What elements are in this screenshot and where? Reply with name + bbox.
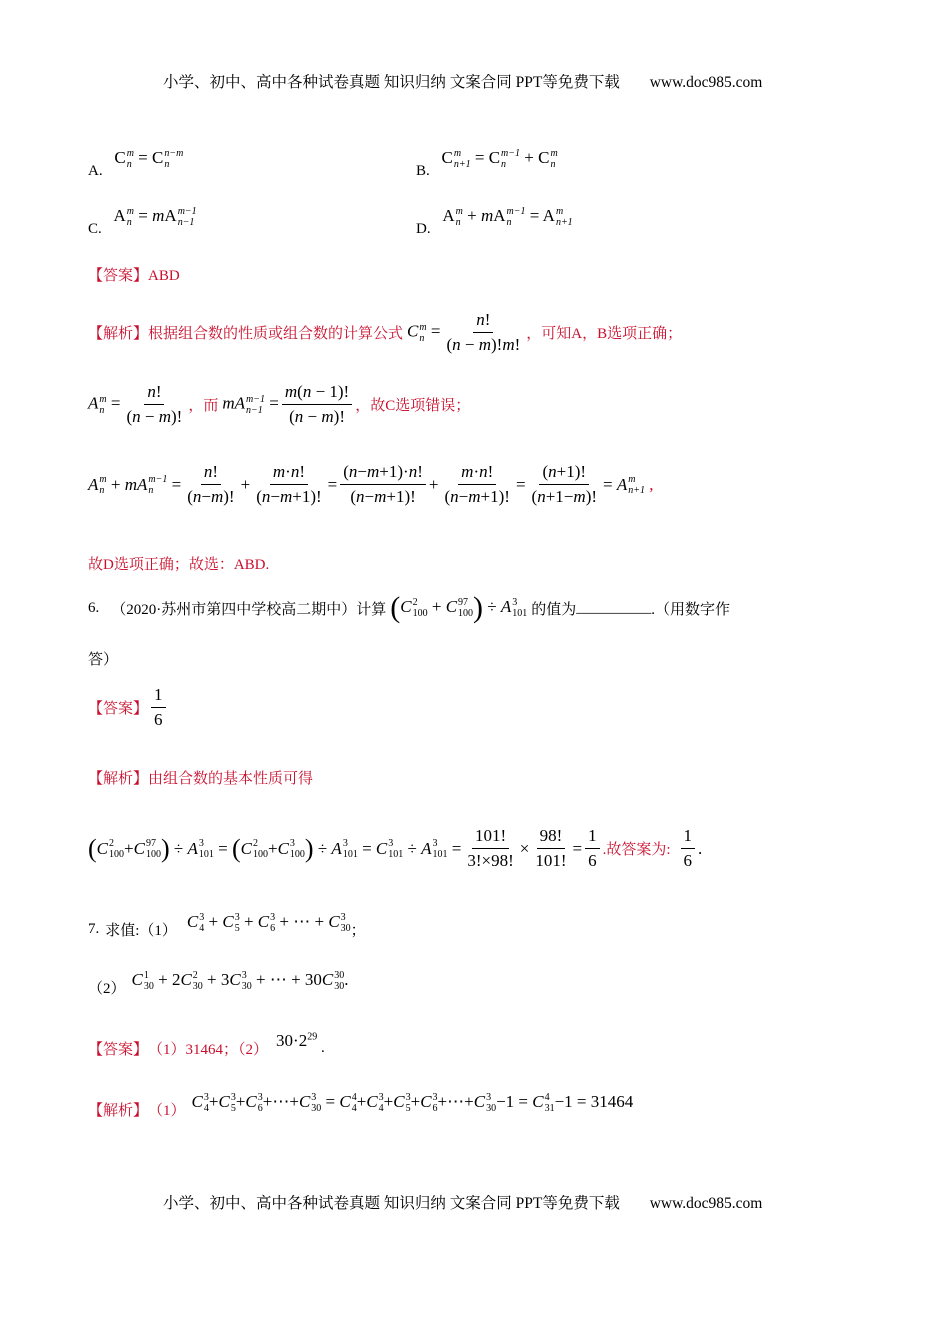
q5-answer-value: ABD xyxy=(148,268,180,284)
q6-answer-den: 6 xyxy=(154,710,163,729)
q6-source: （2020·苏州市第四中学校高二期中）计算 xyxy=(111,601,387,618)
footer-text: 小学、初中、高中各种试卷真题 知识归纳 文案合同 PPT等免费下载 xyxy=(163,1195,620,1212)
q7-analysis-formula: C 3 4 +C 3 5 +C 3 6 +⋯+C 3 30 = C 4 4 +C 3 4 +C 3 5 +C 3 6 +⋯+C 3 30 −1 = C 4 31 −1 = 31464 xyxy=(191,1092,634,1115)
q5-conclusion: 故D选项正确；故选：ABD. xyxy=(88,557,270,573)
q7-analysis xyxy=(88,1092,634,1120)
q5-analysis-line1 xyxy=(88,310,682,355)
q6-suffix: 的值为 xyxy=(531,601,577,618)
q6-answer-label: 【答案】 xyxy=(88,701,149,717)
q5-m-permutation-formula: mA m−1 n−1 = $\frac{m(n - 1)!}{(n - m)!}$ xyxy=(222,382,355,427)
option-a-formula: C m n = C n−m n xyxy=(114,148,184,171)
q7-expression2: C 1 30 + 2C 2 30 + 3C 3 30 + ⋯ + 30C 30 30 . xyxy=(131,970,349,993)
q5-answer-label: 【答案】 xyxy=(88,268,149,284)
q5-answer xyxy=(88,264,180,285)
q7-answer-text: （1）31464；（2） xyxy=(148,1042,269,1058)
q6-analysis xyxy=(88,767,313,788)
option-c-formula: A m n = mA m−1 n−1 xyxy=(113,206,197,229)
q7-answer-formula: $30\cdot 2^{29}$ xyxy=(276,1030,318,1050)
q5-analysis-text1: 根据组合数的性质或组合数的计算公式 xyxy=(148,326,404,342)
option-b-label: B. xyxy=(416,163,430,179)
q6-answer-num: 1 xyxy=(151,685,166,708)
q7-analysis-label: 【解析】 xyxy=(88,1102,149,1119)
q7-analysis-part: （1） xyxy=(148,1102,186,1119)
q5-analysis-line3: A m n + mA m−1 n = $\frac{n!}{(n-m)!}$ + $\frac{m\cdot n!}{(n-m+1)!}$ = $\frac{(n-m+1)\cdot n!}{(n-m+1)!}$ + $\frac{m\cdot n!}{(n-m+1)!}$ = $\frac{(n+1)!}{(n+1-m)!}$ = A m n+1 , xyxy=(88,462,654,506)
option-d-label: D. xyxy=(416,221,431,237)
q6-conclusion: .故答案为: xyxy=(602,842,671,858)
q5-analysis-c-wrong: ，故C选项错误； xyxy=(355,398,471,414)
q5-analysis-and: ，而 xyxy=(188,398,219,414)
option-b-formula: C m n+1 = C m−1 n + C m n xyxy=(441,148,558,171)
page-header xyxy=(163,70,762,92)
q7-part2 xyxy=(88,970,349,998)
option-a-label: A. xyxy=(88,163,103,179)
q6-expression: (C 2 100 + C 97 100 ) ÷ A 3 101 xyxy=(390,591,528,624)
q6-analysis-label: 【解析】 xyxy=(88,771,149,787)
option-a xyxy=(88,148,184,182)
q6-question xyxy=(88,593,730,623)
q7-result: 31464 xyxy=(590,1092,634,1111)
q7-expression1: C 3 4 + C 3 5 + C 3 6 + ⋯ + C 3 30 xyxy=(186,912,351,935)
q6-number: 6. xyxy=(88,599,100,616)
q7-sep: ； xyxy=(350,922,366,939)
q6-blank: __________ xyxy=(576,599,652,616)
header-text: 小学、初中、高中各种试卷真题 知识归纳 文案合同 PPT等免费下载 xyxy=(163,74,620,91)
q6-tail: .（用数字作 xyxy=(651,601,731,618)
q7-prompt: 求值:（1） xyxy=(105,922,177,939)
q6-answer xyxy=(88,685,169,730)
q5-analysis-line2 xyxy=(88,382,470,427)
q5-combination-formula: C m n = $\frac{n!}{(n - m)!m!}$ xyxy=(407,310,521,354)
q7-question xyxy=(88,912,366,940)
q5-analysis-label: 【解析】 xyxy=(88,326,149,342)
option-c xyxy=(88,206,197,240)
q5-analysis-text2: ，可知A，B选项正确； xyxy=(526,326,683,342)
q5-permutation-formula: A m n = $\frac{n!}{(n - m)!}$ xyxy=(88,382,183,426)
q6-analysis-text: 由组合数的基本性质可得 xyxy=(148,771,314,787)
q7-number: 7. xyxy=(88,920,100,937)
option-d-formula: A m n + mA m−1 n = A m n+1 xyxy=(442,206,573,229)
page-footer xyxy=(163,1191,762,1213)
q6-tail2: 答） xyxy=(88,652,119,668)
q7-part2-label: （2） xyxy=(88,980,126,997)
q7-answer: 【答案】 （1）31464；（2） $30\cdot 2^{29}$ . xyxy=(88,1030,325,1058)
q6-derivation: ( C 2 100 + C 97 100 ) ÷ A 3 101 = ( C 2 100 + C 3 100 ) ÷ A 3 101 = C 3 101 ÷ A 3 101 = $\frac{101!}{3!\times 98!}$ × $\frac{98!}{101!}$ = $\frac{1}{6}$ .故答案为: $\frac{1}{6}$ . xyxy=(88,826,703,870)
q6-answer-fraction xyxy=(148,685,169,730)
option-c-label: C. xyxy=(88,221,102,237)
option-d xyxy=(416,206,573,240)
header-site: www.doc985.com xyxy=(649,74,763,91)
footer-site: www.doc985.com xyxy=(649,1195,763,1212)
option-b xyxy=(416,148,558,182)
q7-answer-label: 【答案】 xyxy=(88,1042,149,1058)
